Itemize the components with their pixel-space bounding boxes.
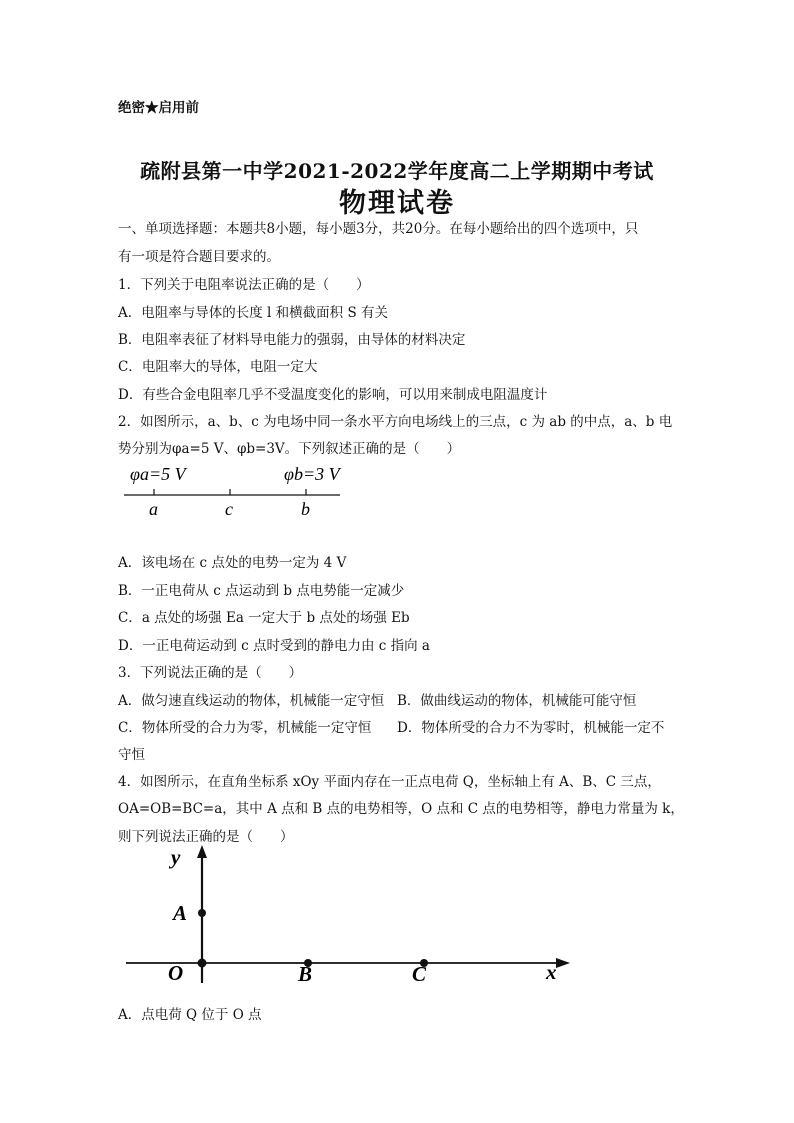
section-heading-line1: 一、单项选择题：本题共8小题，每小题3分，共20分。在每小题给出的四个选项中，只 (118, 221, 639, 237)
confidential-mark: 绝密★启用前 (118, 100, 199, 116)
point-b-label: b (301, 499, 310, 519)
y-axis-arrow (197, 845, 207, 858)
label-b: B (298, 962, 313, 986)
point-a (198, 909, 206, 917)
q2-option-c: C．a 点处的场强 Ea 一定大于 b 点处的场强 Eb (118, 610, 410, 626)
point-c-label: c (225, 499, 233, 519)
phi-a-label: φa=5 V (130, 464, 186, 484)
x-axis-label: x (546, 960, 557, 984)
q2-stem-line1: 2．如图所示，a、b、c 为电场中同一条水平方向电场线上的三点，c 为 ab 的中点，a、b 电 (118, 414, 673, 430)
q3-option-d: D．物体所受的合力不为零时，机械能一定不 (397, 720, 665, 736)
q2-option-a: A．该电场在 c 点处的电势一定为 4 V (118, 555, 347, 571)
section-heading-line2: 有一项是符合题目要求的。 (118, 249, 280, 265)
q1-option-b: B．电阻率表征了材料导电能力的强弱，由导体的材料决定 (118, 332, 466, 348)
y-axis-label: y (171, 845, 181, 869)
q4-stem-line1: 4．如图所示，在直角坐标系 xOy 平面内存在一正点电荷 Q，坐标轴上有 A、B、C 三点， (118, 774, 661, 790)
label-o: O (168, 961, 184, 985)
q3-option-a: A．做匀速直线运动的物体，机械能一定守恒 (118, 693, 385, 709)
label-c: C (412, 962, 427, 986)
exam-title: 疏附县第一中学2021-2022学年度高二上学期期中考试 (140, 159, 654, 183)
q3-option-d-continued: 守恒 (118, 747, 145, 763)
q2-field-line-figure (118, 458, 358, 524)
q4-coordinate-figure (118, 843, 578, 989)
phi-b-label: φb=3 V (284, 464, 340, 484)
q2-option-b: B．一正电荷从 c 点运动到 b 点电势能一定减少 (118, 583, 405, 599)
q1-option-d: D．有些合金电阻率几乎不受温度变化的影响，可以用来制成电阻温度计 (118, 387, 548, 403)
exam-subject: 物理试卷 (339, 188, 455, 219)
point-a-label: a (149, 499, 158, 519)
q1-option-c: C．电阻率大的导体，电阻一定大 (118, 359, 318, 375)
q3-option-c: C．物体所受的合力为零，机械能一定守恒 (118, 720, 372, 736)
q2-option-d: D．一正电荷运动到 c 点时受到的静电力由 c 指向 a (118, 638, 430, 654)
label-a: A (173, 901, 188, 925)
point-o (198, 959, 207, 968)
q4-stem-line3: 则下列说法正确的是（ ） (118, 829, 294, 845)
q2-stem-line2: 势分别为φa=5 V、φb=3V。下列叙述正确的是（ ） (118, 441, 461, 457)
q1-stem: 1．下列关于电阻率说法正确的是（ ） (118, 277, 370, 293)
q3-stem: 3．下列说法正确的是（ ） (118, 665, 303, 681)
x-axis-arrow (556, 958, 570, 968)
q4-stem-line2: OA=OB=BC=a，其中 A 点和 B 点的电势相等，O 点和 C 点的电势相等，静电力常量为 k， (118, 801, 684, 817)
q4-option-a: A．点电荷 Q 位于 O 点 (118, 1007, 262, 1023)
q1-option-a: A．电阻率与导体的长度 l 和横截面积 S 有关 (118, 305, 388, 321)
q3-option-b: B．做曲线运动的物体，机械能可能守恒 (397, 693, 637, 709)
